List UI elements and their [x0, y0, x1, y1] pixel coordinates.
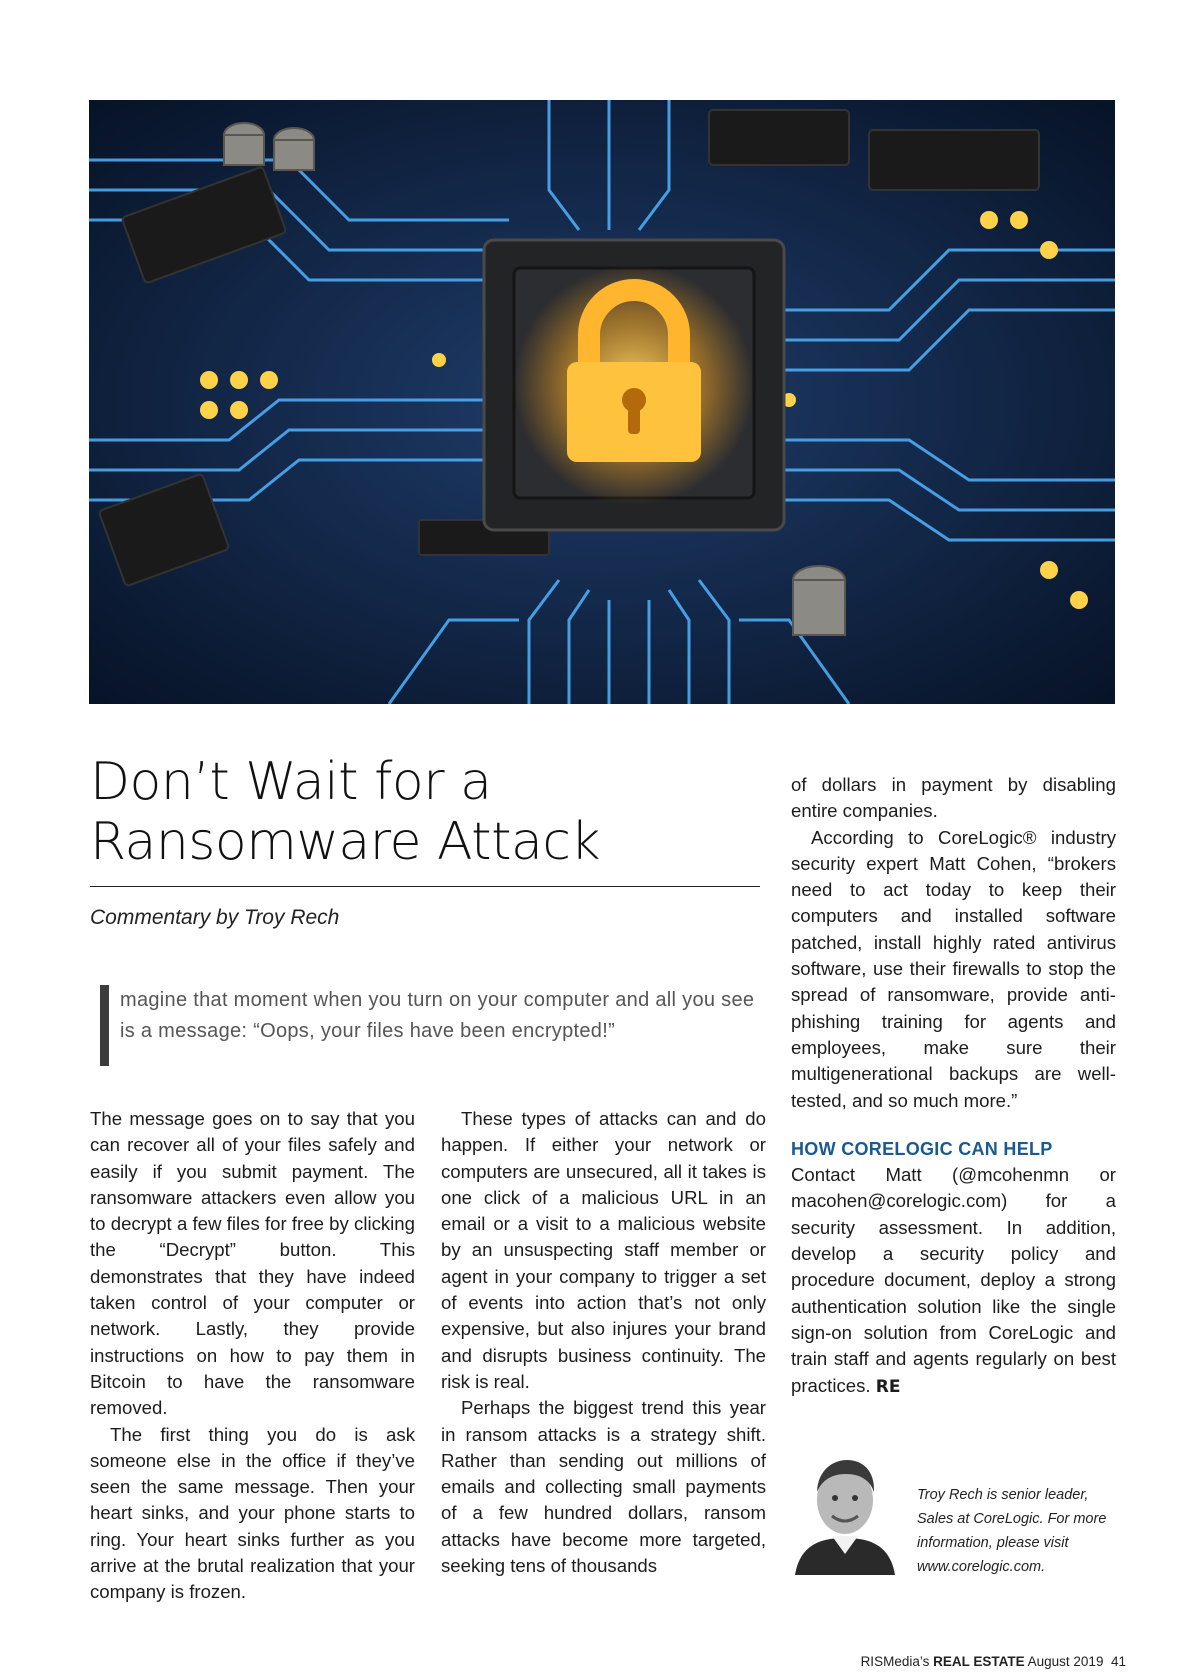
issue-date: August 2019 [1027, 1654, 1104, 1669]
title-line-1: Don’t Wait for a [90, 752, 492, 812]
author-bio-text: Troy Rech is senior leader, Sales at CoreLogic. For more information, please visit www.corelogic.com. [917, 1487, 1107, 1575]
column-2 [441, 1106, 766, 1579]
circuit-board-illustration [89, 100, 1115, 704]
paragraph: According to CoreLogic® industry security expert Matt Cohen, “brokers need to act today to keep their computers and installed software patched, install highly rated antivirus software, use their firewalls to stop the spread of ransomware, provide anti-phishing training for agents and employees, make sure their multigenerational backups are well-tested, and so much more.” [791, 826, 1116, 1111]
drop-cap-i [100, 985, 109, 1066]
end-mark: RE [875, 1376, 901, 1397]
article-title [90, 752, 710, 872]
title-line-2: Ransomware Attack [90, 812, 601, 872]
publication-name: RISMedia’s [860, 1654, 930, 1669]
magazine-name: REAL ESTATE [933, 1654, 1025, 1669]
paragraph: Perhaps the biggest trend this year in ransom attacks is a strategy shift. Rather than sending out millions of emails and collecting small payments of a few hundred dollars, ransom attacks have become more targeted, seeking tens of thousands [441, 1397, 766, 1577]
help-text: Contact Matt (@mcohenmn or macohen@corelogic.com) for a security assessment. In addition, develop a security policy and procedure document, deploy a strong authentication solution like the single sign-on solution from CoreLogic and train staff and agents regularly on best practices. [791, 1164, 1116, 1396]
author-bio [917, 1483, 1117, 1579]
author-portrait-icon [790, 1450, 900, 1575]
byline: Commentary by Troy Rech [90, 906, 340, 929]
paragraph [791, 1162, 1116, 1400]
paragraph: These types of attacks can and do happen. If either your network or computers are unsecured, all it takes is one click of a malicious URL in an email or a visit to a malicious website by an unsuspecting staff member or agent in your company to trigger a set of events into action that’s not only expensive, but also injures your brand and disrupts business continuity. The risk is real. [441, 1108, 766, 1392]
paragraph: The first thing you do is ask someone else in the office if they’ve seen the same message. Then your heart sinks, and your phone starts to ring. Your heart sinks further as you arrive at the brutal realization that your company is frozen. [90, 1423, 415, 1603]
page-number: 41 [1110, 1654, 1126, 1669]
paragraph: The message goes on to say that you can recover all of your files safely and easily if you submit payment. The ransomware attackers even allow you to decrypt a few files for free by clicking the “Decrypt” button. This demonstrates that they have indeed taken control of your computer or network. Lastly, they provide instructions on how to pay them in Bitcoin to have the ransomware removed. [90, 1108, 415, 1419]
paragraph: of dollars in payment by disabling entire companies. [791, 774, 1116, 822]
column-3 [791, 772, 1116, 1400]
section-subhead: HOW CORELOGIC CAN HELP [791, 1138, 1053, 1159]
page-footer [861, 1654, 1126, 1669]
intro-pullquote [100, 985, 770, 1047]
column-1 [90, 1106, 415, 1606]
intro-text: magine that moment when you turn on your computer and all you see is a message: “Oops, your files have been encrypted!” [120, 989, 755, 1042]
author-photo [790, 1450, 900, 1575]
title-divider [90, 886, 760, 887]
hero-image [89, 100, 1115, 704]
